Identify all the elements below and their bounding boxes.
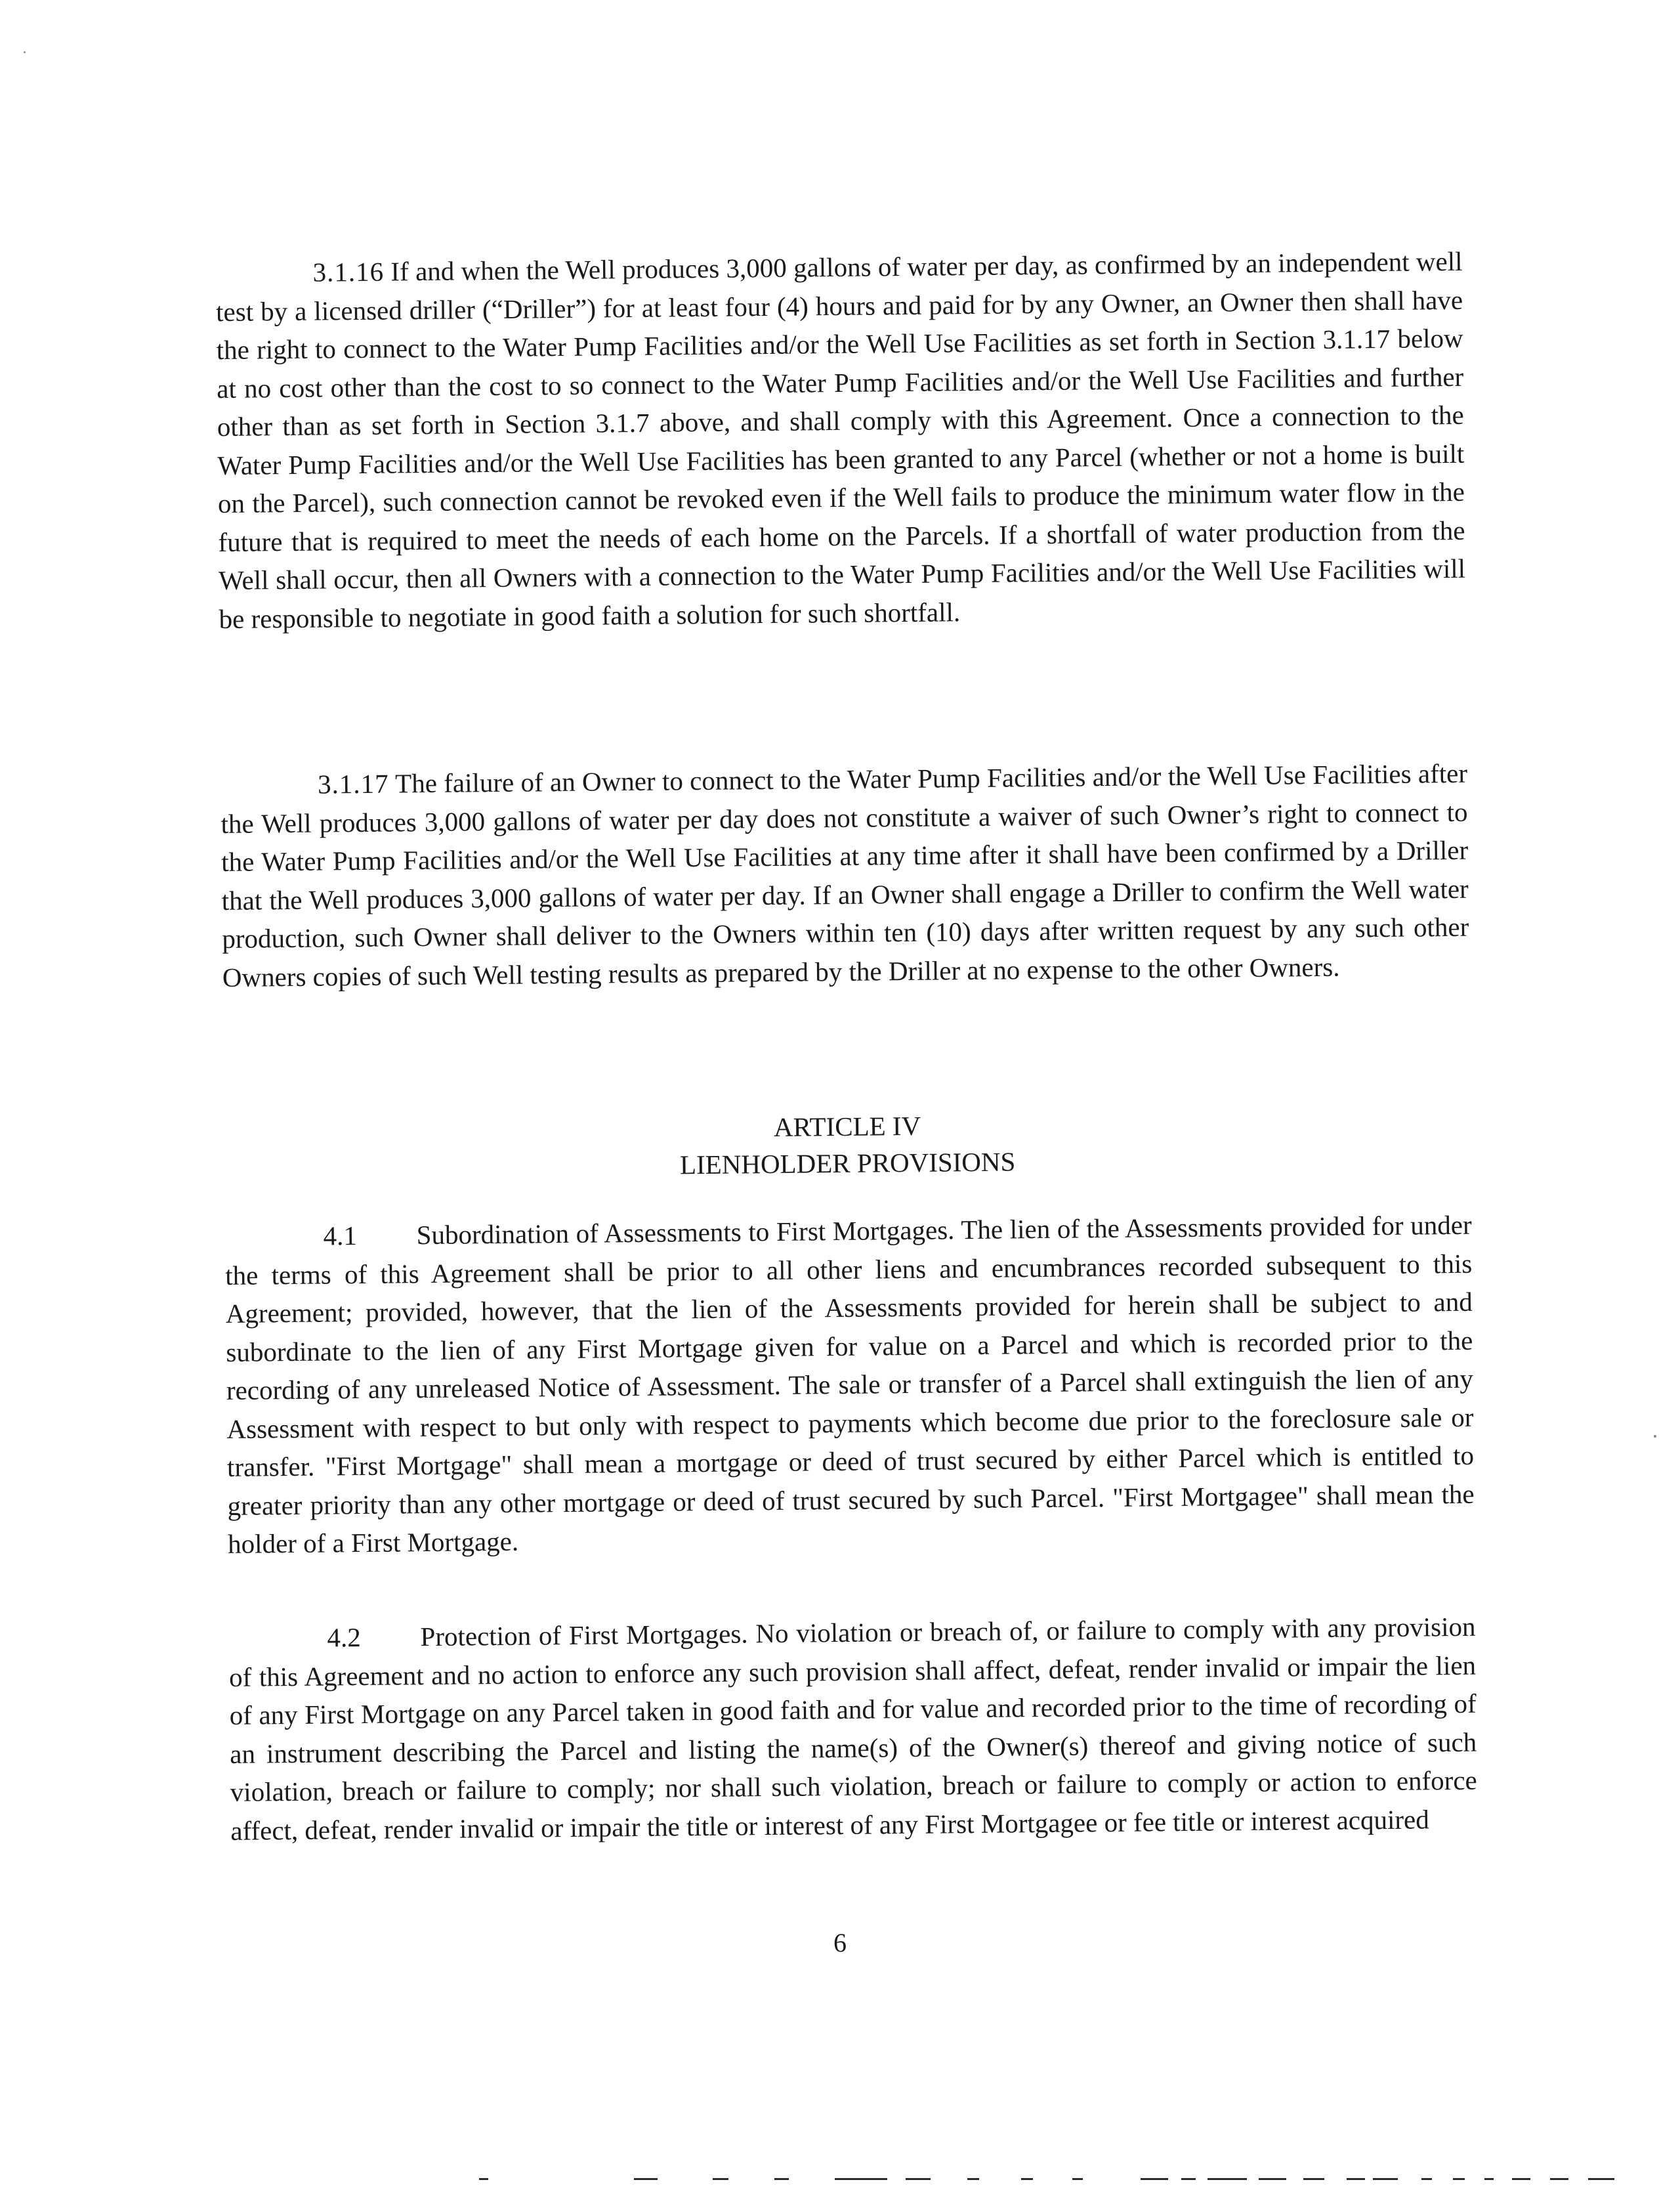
paragraph-3-1-17 (220, 754, 1469, 996)
section-4-1 (224, 1206, 1475, 1564)
scan-edge-marks (0, 2178, 1680, 2183)
section-number: 4.1 (323, 1220, 358, 1251)
section-text: Protection of First Mortgages. No violation or breach of, or failure to comply with any provision of this Agreement and no action to enforce any such provision shall affect, defeat, render invalid or impair the lien of any First Mortgage on any Parcel taken in good faith and for value and recorded prior to the time of recording of an instrument describing the Parcel and listing the name(s) of the Owner(s) thereof and giving notice of such violation, breach or failure to comply; nor shall such violation, breach or failure to comply or action to enforce affect, defeat, render invalid or impair the title or interest of any First Mortgagee or fee title or interest acquired (228, 1611, 1477, 1846)
scan-speck (1654, 1435, 1656, 1438)
paragraph-number: 3.1.16 (312, 256, 385, 288)
section-4-2 (228, 1608, 1477, 1850)
page-number: 6 (833, 1928, 847, 1957)
article-subtitle: LIENHOLDER PROVISIONS (679, 1146, 1016, 1180)
paragraph-3-1-16 (215, 242, 1466, 638)
section-number: 4.2 (327, 1622, 362, 1653)
paragraph-text: If and when the Well produces 3,000 gallons of water per day, as confirmed by an independent well test by a licensed driller (“Driller”) for at least four (4) hours and paid for by any Owner, an Owner then shall have the right to connect to the Water Pump Facilities and/or the Well Use Facilities as set forth in Section 3.1.17 below at no cost other than the cost to so connect to the Water Pump Facilities and/or the Well Use Facilities and further other than as set forth in Section 3.1.7 above, and shall comply with this Agreement. Once a connection to the Water Pump Facilities and/or the Well Use Facilities has been granted to any Parcel (whether or not a home is built on the Parcel), such connection cannot be revoked even if the Well fails to produce the minimum water flow in the future that is required to meet the needs of each home on the Parcels. If a shortfall of water production from the Well shall occur, then all Owners with a connection to the Water Pump Facilities and/or the Well Use Facilities will be responsible to negotiate in good faith a solution for such shortfall. (215, 246, 1466, 634)
paragraph-number: 3.1.17 (317, 768, 389, 800)
section-text: Subordination of Assessments to First Mortgages. The lien of the Assessments provided for under the terms of this Agreement shall be prior to all other liens and encumbrances recorded subsequent to this Agreement; provided, however, that the lien of the Assessments provided for herein shall be subject to and subordinate to the lien of any First Mortgage given for value on a Parcel and which is recorded prior to the recording of any unreleased Notice of Assessment. The sale or transfer of a Parcel shall extinguish the lien of any Assessment with respect to but only with respect to payments which become due prior to the foreclosure sale or transfer. "First Mortgage" shall mean a mortgage or deed of trust secured by either Parcel which is entitled to greater priority than any other mortgage or deed of trust secured by such Parcel. "First Mortgagee" shall mean the holder of a First Mortgage. (225, 1209, 1475, 1559)
scan-speck (24, 51, 26, 53)
article-title: ARTICLE IV (773, 1110, 921, 1142)
paragraph-text: The failure of an Owner to connect to the Water Pump Facilities and/or the Well Use Facilities after the Well produces 3,000 gallons of water per day does not constitute a waiver of such Owner’s right to connect to the Water Pump Facilities and/or the Well Use Facilities at any time after it shall have been confirmed by a Driller that the Well produces 3,000 gallons of water per day. If an Owner shall engage a Driller to confirm the Well water production, such Owner shall deliver to the Owners within ten (10) days after written request by any such other Owners copies of such Well testing results as prepared by the Driller at no expense to the other Owners. (220, 758, 1469, 993)
